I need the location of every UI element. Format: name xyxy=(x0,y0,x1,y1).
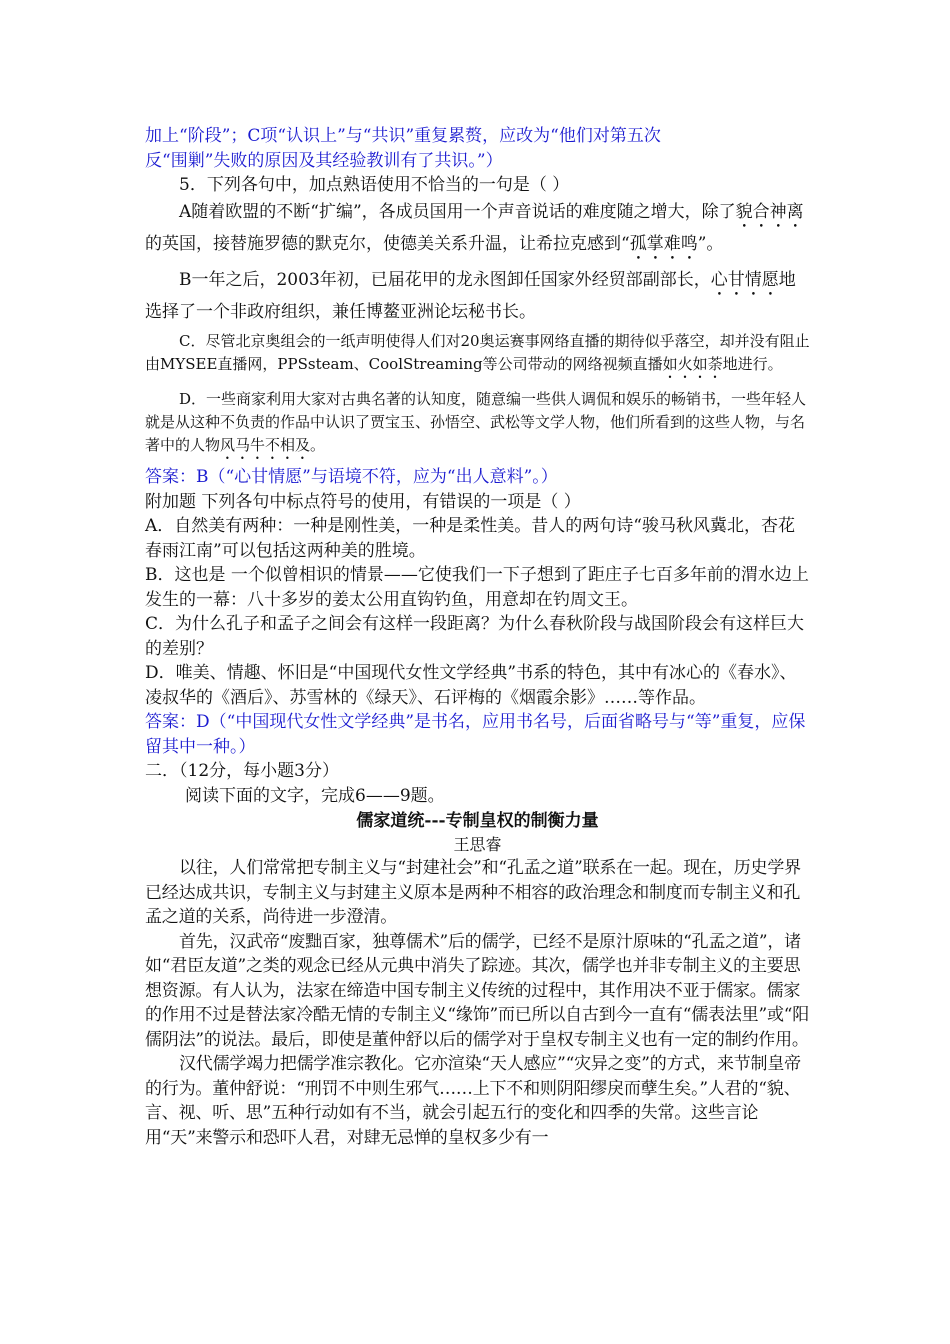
q5-c-text-2: 地进行。 xyxy=(722,355,783,373)
q5-stem: 5．下列各句中，加点熟语使用不恰当的一句是（ ） xyxy=(179,175,570,195)
extra-option-c: C．为什么孔子和孟子之间会有这样一段距离？为什么春秋阶段与战国阶段会有这样巨大的差别？ xyxy=(145,614,805,659)
document-page xyxy=(145,124,810,1150)
section-2-instruction: 阅读下面的文字，完成6——9题。 xyxy=(185,785,445,806)
q5-a-dotted-idiom-2: “孤掌难鸣” xyxy=(621,233,707,254)
article-title: 儒家道统---专制皇权的制衡力量 xyxy=(356,811,599,831)
q5-answer: 答案：B（“心甘情愿”与语境不符，应为“出人意料”。） xyxy=(145,467,558,487)
q5-option-c xyxy=(145,330,810,382)
extra-option-b: B．这也是 一个似曾相识的情景——它使我们一下子想到了距庄子七百多年前的渭水边上发生的一幕：八十多岁的姜太公用直钩钓鱼，用意却在钓周文王。 xyxy=(145,565,809,610)
prev-answer-line-1: 加上“阶段”；C项“认识上”与“共识”重复累赘，应改为“他们对第五次 xyxy=(145,126,661,146)
q5-d-dotted-idiom: 风马牛不相及 xyxy=(220,436,311,454)
q5-option-b xyxy=(145,268,810,325)
section-2-heading: 二．（12分，每小题3分） xyxy=(145,761,339,781)
extra-option-a: A．自然美有两种：一种是刚性美，一种是柔性美。昔人的两句诗“骏马秋风冀北，杏花春雨江南”可以包括这两种美的胜境。 xyxy=(145,516,795,561)
article-paragraph-3: 汉代儒学竭力把儒学准宗教化。它亦渲染“天人感应”“灾异之变”的方式，来节制皇帝的行为。董仲舒说：“刑罚不中则生邪气……上下不和则阴阳缪戾而孽生矣。”人君的“貌、言、视、听、思”五种行动如有不当，就会引起五行的变化和四季的失常。这些言论用“天”来警示和恐吓人君，对肆无忌惮的皇权多少有一 xyxy=(145,1054,801,1148)
q5-a-text-2: 的英国，接替施罗德的默克尔，使德美关系升温，让希拉克感到 xyxy=(145,233,621,254)
q5-b-text-2: 地选择了一个非政府组织，兼任博鳌亚洲论坛秘书长。 xyxy=(145,269,796,322)
q5-b-dotted-idiom: 心甘情愿 xyxy=(710,269,779,290)
article-author: 王思睿 xyxy=(453,835,502,854)
q5-d-text: D．一些商家利用大家对古典名著的认知度，随意编一些供人调侃和娱乐的畅销书，一些年轻人就是从这种不负责的作品中认识了贾宝玉、孙悟空、武松等文学人物，他们所看到的这些人物，与名著中的人物 xyxy=(145,390,807,454)
q5-c-dotted-idiom: 如火如荼 xyxy=(662,355,723,373)
q5-a-dotted-idiom: 貌合神离 xyxy=(735,201,804,222)
extra-stem: 附加题 下列各句中标点符号的使用，有错误的一项是（ ） xyxy=(145,491,581,512)
q5-option-d xyxy=(145,388,810,463)
q5-d-text-2: 。 xyxy=(310,436,326,454)
article-paragraph-1: 以往，人们常常把专制主义与“封建社会”和“孔孟之道”联系在一起。现在，历史学界已经达成共识，专制主义与封建主义原本是两种不相容的政治理念和制度而专制主义和孔孟之道的关系，尚待进一步澄清。 xyxy=(145,858,801,927)
extra-answer: 答案：D（“中国现代女性文学经典”是书名，应用书名号，后面省略号与“等”重复，应保留其中一种。） xyxy=(145,712,806,757)
q5-a-text: A随着欧盟的不断“扩编”，各成员国用一个声音说话的难度随之增大，除了 xyxy=(179,201,736,222)
q5-a-end: 。 xyxy=(706,233,724,254)
prev-answer-line-2: 反“围剿”失败的原因及其经验教训有了共识。”） xyxy=(145,150,503,171)
q5-b-text: B一年之后，2003年初，已届花甲的龙永图卸任国家外经贸部副部长， xyxy=(179,269,711,290)
article-paragraph-2: 首先，汉武帝“废黜百家，独尊儒术”后的儒学，已经不是原汁原味的“孔孟之道”，诸如“君臣友道”之类的观念已经从元典中消失了踪迹。其次，儒学也并非专制主义的主要思想资源。有人认为，法家在缔造中国专制主义传统的过程中，其作用决不亚于儒家。儒家的作用不过是替法家冷酷无情的专制主义“缘饰”而已所以自古到今一直有“儒表法里”或“阳儒阴法”的说法。最后，即使是董仲舒以后的儒学对于皇权专制主义也有一定的制约作用。 xyxy=(145,931,810,1050)
q5-c-text: C．尽管北京奥组会的一纸声明使得人们对20奥运赛事网络直播的期待似乎落空，却并没有阻止由MYSEE直播网，PPSsteam、CoolStreaming等公司带动的网络视频直播 xyxy=(145,332,810,373)
q5-option-a xyxy=(145,200,810,264)
extra-option-d: D．唯美、情趣、怀旧是“中国现代女性文学经典”书系的特色，其中有冰心的《春水》、凌叔华的《酒后》、苏雪林的《绿天》、石评梅的《烟霞余影》……等作品。 xyxy=(145,663,797,708)
